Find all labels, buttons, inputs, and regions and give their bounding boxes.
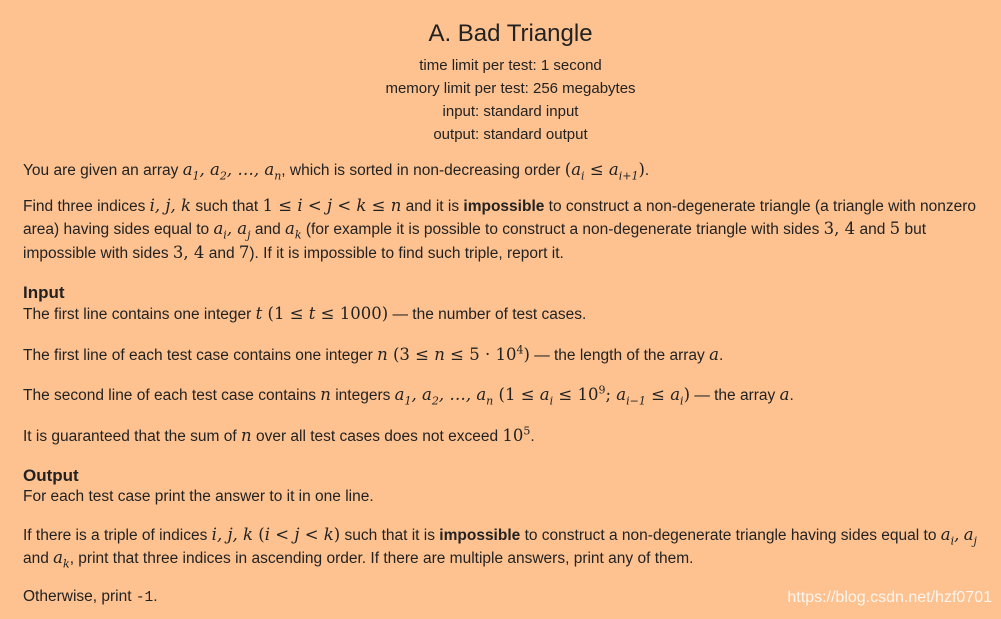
output-line-2: If there is a triple of indices i, j, k (i < j < k) such that it is impossible to construct a non-degenerate triangle having sides equal to $a_i$, $a_j$ and $a_k$, print that three indices in ascending order. If there are multiple answers, print any of them. (23, 524, 977, 571)
output-file: output: standard output (433, 126, 588, 143)
input-line-4: It is guaranteed that the sum of n over all test cases does not exceed $10^5$. (23, 424, 535, 445)
problem-title: A. Bad Triangle (428, 20, 593, 47)
statement-paragraph-1: You are given an array $a_1$, $a_2$, …, $a_n$, which is sorted in non-decreasing order $(a_i \le a_{i+1})$. (23, 160, 650, 183)
input-line-1: The first line contains one integer t (1 ≤ t ≤ 1000) — the number of test cases. (23, 304, 587, 323)
input-line-3: The second line of each test case contains n integers $a_1$, $a_2$, …, $a_n$ ($1 \le a_i \le 10^9$; $a_{i-1} \le a_i$) — the array a. (23, 383, 794, 408)
watermark: https://blog.csdn.net/hzf0701 (787, 589, 992, 606)
input-line-2: The first line of each test case contains one integer n $(3 \le n \le 5 \cdot 10^4)$ — the length of the array a. (23, 343, 724, 364)
input-file: input: standard input (442, 103, 579, 120)
problem-statement (23, 0, 983, 609)
limits-block (23, 54, 998, 146)
problem-header (23, 0, 998, 146)
memory-limit: memory limit per test: 256 megabytes (385, 80, 636, 97)
time-limit: time limit per test: 1 second (419, 57, 602, 74)
output-line-3: Otherwise, print -1. (23, 587, 158, 606)
input-heading: Input (23, 283, 65, 302)
statement-paragraph-2: Find three indices i, j, k such that 1 ≤ i < j < k ≤ n and it is impossible to construct a non-degenerate triangle (a triangle with nonzero area) having sides equal to $a_i$, $a_j$ and $a_k$ (for example it is possible to construct a non-degenerate triangle with sides 3, 4 and 5 but impossible with sides 3, 4 and 7). If it is impossible to find such triple, report it. (23, 195, 977, 262)
code-minus-one: -1 (135, 589, 154, 606)
output-heading: Output (23, 466, 79, 485)
output-line-1: For each test case print the answer to it in one line. (23, 488, 374, 505)
